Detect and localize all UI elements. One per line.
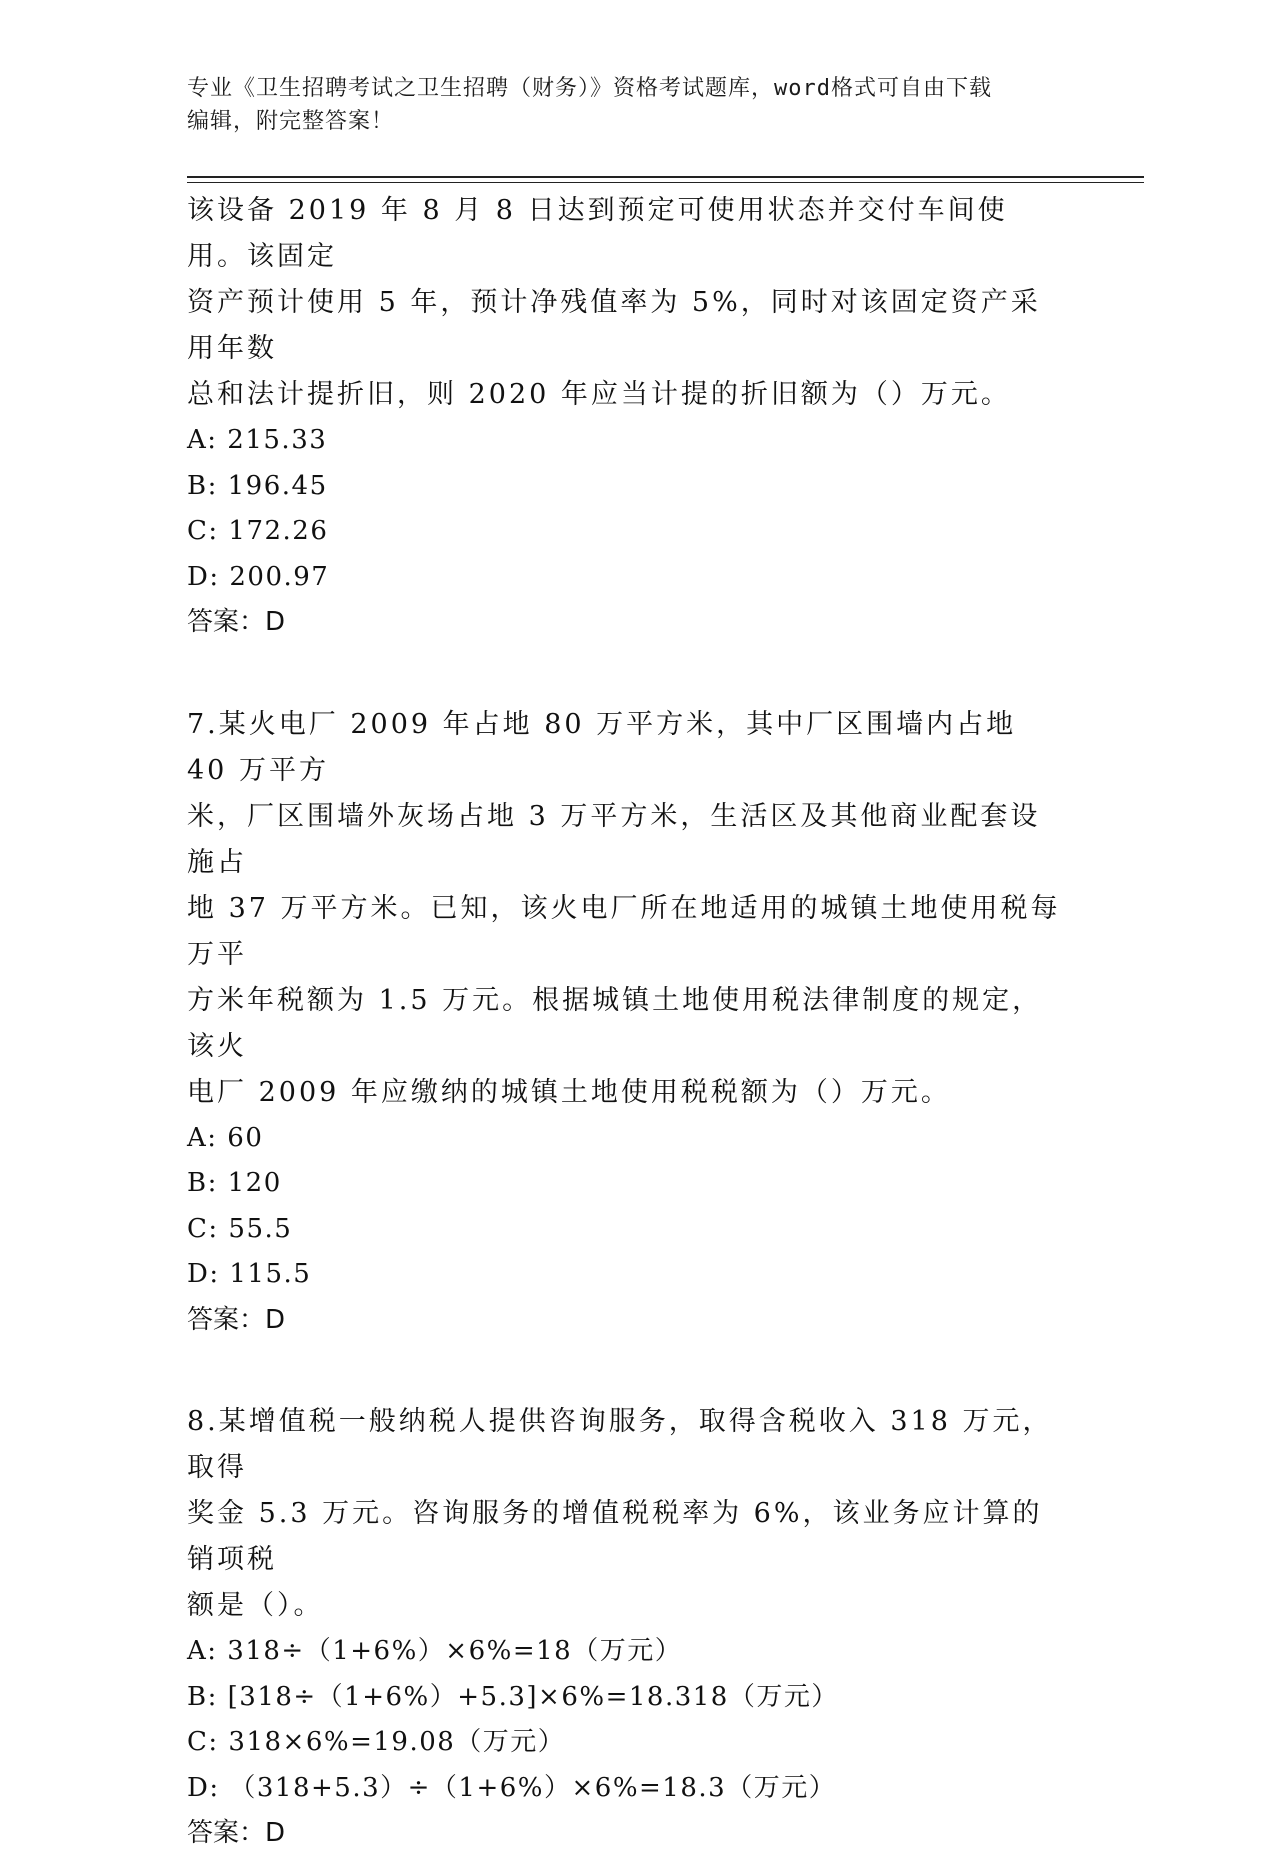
question-spacer [187,646,1067,702]
stem-line: 8.某增值税一般纳税人提供咨询服务，取得含税收入 318 万元，取得 [187,1406,1053,1483]
header-line-1: 专业《卫生招聘考试之卫生招聘（财务）》资格考试题库，word格式可自由下载 [187,76,992,101]
question-stem [187,1399,1067,1629]
option-b: B: [318÷（1+6%）+5.3]×6%=18.318（万元） [187,1681,839,1712]
stem-line: 该设备 2019 年 8 月 8 日达到预定可使用状态并交付车间使用。该固定 [187,195,1008,272]
option-d: D: 200.97 [187,561,330,592]
stem-line: 米，厂区围墙外灰场占地 3 万平方米，生活区及其他商业配套设施占 [187,800,1041,878]
stem-line: 方米年税额为 1.5 万元。根据城镇土地使用税法律制度的规定，该火 [187,984,1043,1062]
option-a: A: 215.33 [187,425,328,455]
question-8 [187,1399,1067,1857]
header-divider-thin [187,182,1144,183]
option-b: B: 120 [187,1168,282,1198]
question-6 [187,188,1067,646]
question-spacer [187,1343,1067,1399]
answer-line: 答案：D [187,1818,286,1848]
answer-line: 答案：D [187,607,286,637]
stem-line: 地 37 万平方米。已知，该火电厂所在地适用的城镇土地使用税每万平 [187,892,1061,970]
option-a: A: 318÷（1+6%）×6%=18（万元） [187,1636,683,1666]
option-d: D: （318+5.3）÷（1+6%）×6%=18.3（万元） [187,1772,837,1803]
option-c: C: 172.26 [187,516,329,546]
option-d: D: 115.5 [187,1259,312,1289]
option-c: C: 318×6%=19.08（万元） [187,1727,566,1757]
question-stem [187,188,1067,418]
document-header [187,72,1087,138]
option-b: B: 196.45 [187,470,328,501]
question-stem [187,702,1067,1116]
stem-line: 额是（）。 [187,1590,324,1621]
option-c: C: 55.5 [187,1213,293,1244]
option-a: A: 60 [187,1122,264,1153]
stem-line: 电厂 2009 年应缴纳的城镇土地使用税税额为（）万元。 [187,1076,951,1108]
stem-line: 7.某火电厂 2009 年占地 80 万平方米，其中厂区围墙内占地 40 万平方 [187,708,1017,786]
answer-line: 答案：D [187,1304,286,1335]
question-7 [187,702,1067,1344]
header-divider-thick [187,176,1144,178]
stem-line: 总和法计提折旧，则 2020 年应当计提的折旧额为（）万元。 [187,379,1011,410]
stem-line: 资产预计使用 5 年，预计净残值率为 5%，同时对该固定资产采用年数 [187,287,1041,364]
question-list [187,188,1067,1857]
header-line-2: 编辑，附完整答案！ [187,109,395,134]
stem-line: 奖金 5.3 万元。咨询服务的增值税税率为 6%，该业务应计算的销项税 [187,1498,1043,1575]
